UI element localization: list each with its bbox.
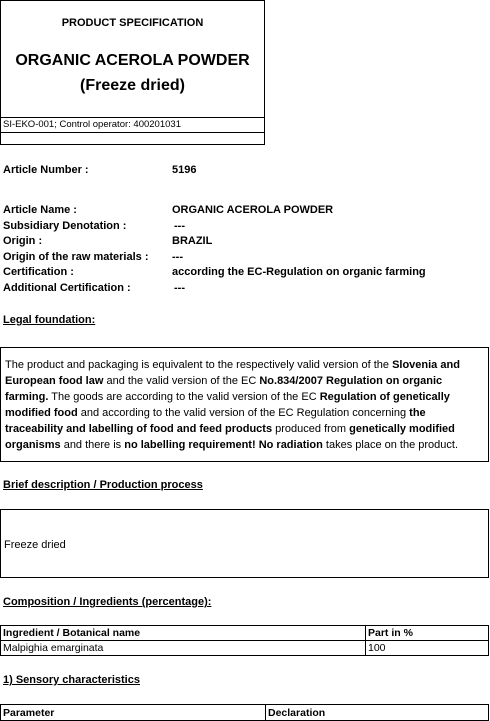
legal-text: and the valid version of the EC [103, 375, 260, 387]
legal-textbox [0, 347, 489, 462]
additional-cert-value: --- [174, 282, 185, 294]
legal-bold: No.834/2007 Regulation on organic farming. [5, 375, 443, 403]
origin-value: BRAZIL [172, 235, 213, 247]
column-header: Part in % [366, 626, 489, 641]
legal-bold: genetically modified organisms [5, 423, 455, 451]
column-header: Parameter [1, 705, 266, 721]
table-header-row [1, 705, 489, 721]
certification-label: Certification : [3, 266, 74, 278]
origin-label: Origin : [3, 235, 43, 247]
legal-text: produced from [272, 423, 350, 435]
sensory-heading: 1) Sensory characteristics [3, 674, 140, 686]
sensory-table [0, 704, 489, 721]
raw-origin-label: Origin of the raw materials : [3, 251, 149, 263]
legal-text: and there is [60, 439, 125, 451]
brief-textbox [0, 509, 489, 578]
legal-text: takes place on the product. [322, 439, 459, 451]
certification-value: according the EC-Regulation on organic farming [172, 266, 426, 278]
legal-bold: the traceability and labelling of food and feed products [5, 407, 426, 435]
article-name-label: Article Name : [3, 204, 77, 216]
product-subtitle: (Freeze dried) [80, 77, 185, 94]
legal-bold: Regulation of genetically modified food [5, 391, 450, 419]
product-title: ORGANIC ACEROLA POWDER [15, 52, 250, 69]
column-header: Declaration [266, 705, 489, 721]
legal-text: The product and packaging is equivalent to the respectively valid version of the [5, 359, 393, 371]
header-box [0, 0, 265, 145]
table-cell: 100 [366, 641, 489, 656]
table-row [1, 641, 489, 656]
control-operator: SI-EKO-001; Control operator: 400201031 [3, 119, 181, 130]
divider [1, 117, 264, 118]
column-header: Ingredient / Botanical name [1, 626, 366, 641]
legal-bold: no labelling requirement! No radiation [124, 439, 323, 451]
legal-text: and according to the valid version of the EC Regulation concerning [77, 407, 410, 419]
composition-heading: Composition / Ingredients (percentage): [3, 596, 212, 608]
composition-table [0, 625, 489, 656]
table-header-row [1, 626, 489, 641]
additional-cert-label: Additional Certification : [3, 282, 131, 294]
raw-origin-value: --- [172, 251, 183, 263]
article-number-value: 5196 [172, 164, 197, 176]
legal-bold: Slovenia and European food law [5, 359, 460, 387]
legal-text: The goods are according to the valid version of the EC [48, 391, 320, 403]
spec-label: PRODUCT SPECIFICATION [61, 17, 204, 29]
subsidiary-label: Subsidiary Denotation : [3, 220, 127, 232]
brief-heading: Brief description / Production process [3, 479, 203, 491]
article-name-value: ORGANIC ACEROLA POWDER [172, 204, 334, 216]
subsidiary-value: --- [174, 220, 185, 232]
brief-text: Freeze dried [4, 539, 66, 551]
divider [1, 132, 264, 133]
legal-heading: Legal foundation: [3, 314, 96, 326]
table-cell: Malpighia emarginata [1, 641, 366, 656]
article-number-label: Article Number : [3, 164, 89, 176]
